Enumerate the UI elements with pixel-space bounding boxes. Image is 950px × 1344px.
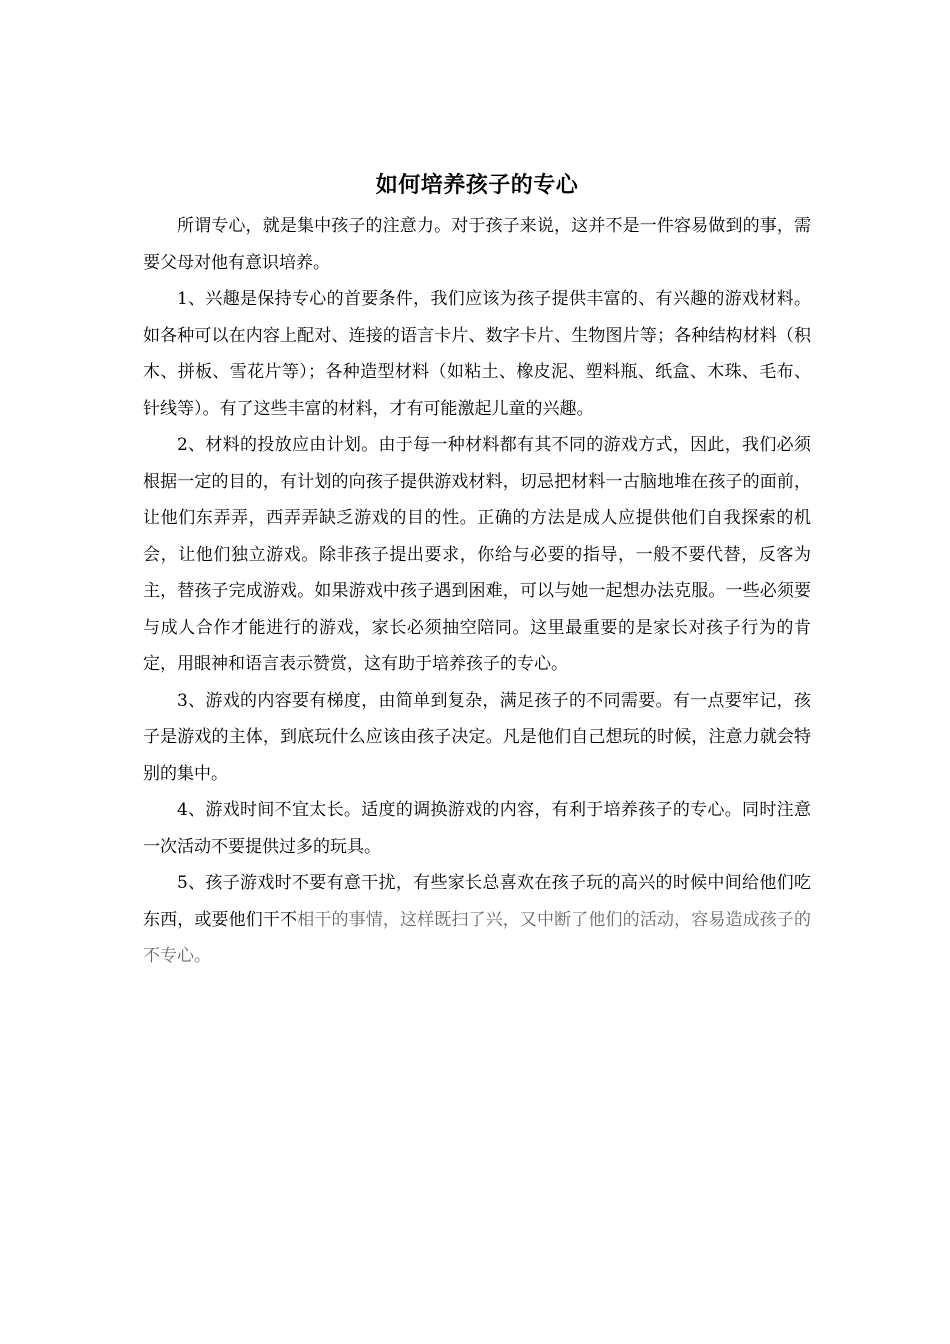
paragraph-point-5-faded-text: 相干的事情，这样既扫了兴，又中断了他们的活动，容易造成孩子的不专心。 (143, 909, 812, 966)
paragraph-point-1: 1、兴趣是保持专心的首要条件，我们应该为孩子提供丰富的、有兴趣的游戏材料。如各种可以在内容上配对、连接的语言卡片、数字卡片、生物图片等；各种结构材料（积木、拼板、雪花片等）；各种造型材料（如粘土、橡皮泥、塑料瓶、纸盒、木珠、毛布、针线等）。有了这些丰富的材料，才有可能激起儿童的兴趣。 (143, 289, 811, 419)
paragraph-point-5-text: 5、孩子游戏时不要有意干扰，有些家长总喜欢在孩子玩的高兴的时候中间给他们吃东西，或要他们干不 (143, 873, 811, 930)
paragraph-point-5 (143, 865, 811, 975)
document-title: 如何培养孩子的专心 (375, 173, 579, 198)
paragraph-point-2: 2、材料的投放应由计划。由于每一种材料都有其不同的游戏方式，因此，我们必须根据一定的目的，有计划的向孩子提供游戏材料，切忌把材料一古脑地堆在孩子的面前，让他们东弄弄，西弄弄缺乏游戏的目的性。正确的方法是成人应提供他们自我探索的机会，让他们独立游戏。除非孩子提出要求，你给与必要的指导，一般不要代替，反客为主，替孩子完成游戏。如果游戏中孩子遇到困难，可以与她一起想办法克服。一些必须要与成人合作才能进行的游戏，家长必须抽空陪同。这里最重要的是家长对孩子行为的肯定，用眼神和语言表示赞赏，这有助于培养孩子的专心。 (143, 435, 811, 674)
paragraph-point-4: 4、游戏时间不宜太长。适度的调换游戏的内容，有利于培养孩子的专心。同时注意一次活动不要提供过多的玩具。 (143, 800, 811, 857)
document-body (143, 170, 811, 975)
paragraph-intro: 所谓专心，就是集中孩子的注意力。对于孩子来说，这并不是一件容易做到的事，需要父母对他有意识培养。 (143, 216, 811, 273)
paragraph-point-3: 3、游戏的内容要有梯度，由简单到复杂，满足孩子的不同需要。有一点要牢记，孩子是游戏的主体，到底玩什么应该由孩子决定。凡是他们自己想玩的时候，注意力就会特别的集中。 (143, 690, 811, 784)
